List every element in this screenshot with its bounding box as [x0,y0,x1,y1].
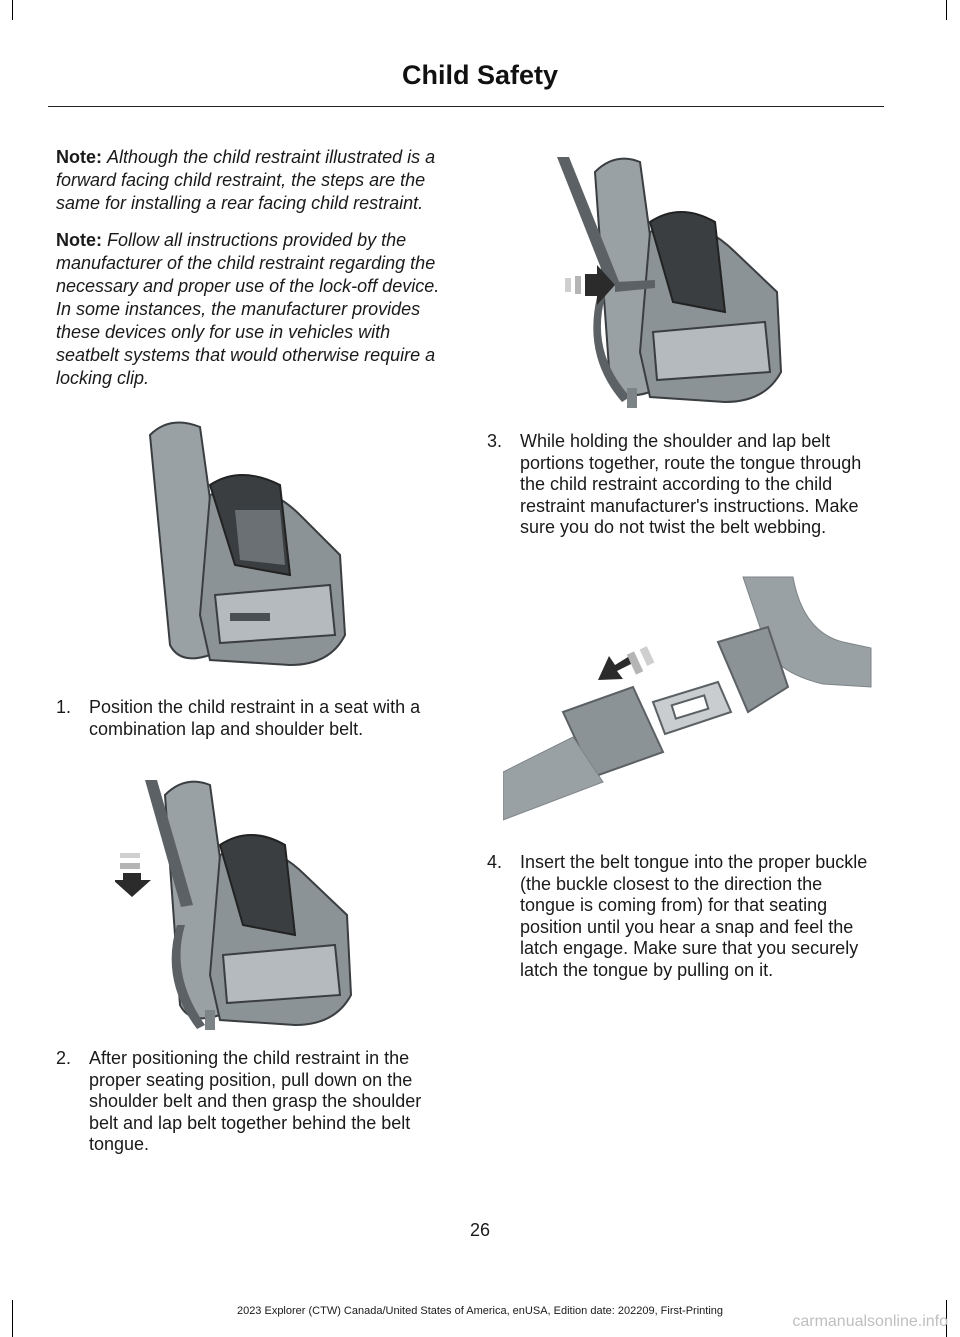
watermark: carmanualsonline.info [792,1313,948,1330]
note-text: Follow all instructions provided by the manufacturer of the child restraint regarding the necessary and proper use of the lock-off device. In some instances, the manufacturer provides these devices only for use in vehicles with seatbelt systems that would otherwise require a locking clip. [56,230,440,388]
step-text: While holding the shoulder and lap belt portions together, route the tongue through the child restraint according to the child restraint manufacturer's instructions. Make sure you do not twist the belt webbing. [520,431,862,537]
note-2 [56,229,448,390]
figure-seat-child-restraint [140,415,350,673]
crop-mark-top-left [12,0,13,20]
note-label: Note: [56,230,102,250]
edition-line: 2023 Explorer (CTW) Canada/United States of America, enUSA, Edition date: 202209, First-Printing [236,1305,724,1317]
step-text: Position the child restraint in a seat with a combination lap and shoulder belt. [89,697,421,739]
step-number: 3. [487,431,503,451]
step-2 [56,1048,448,1156]
step-number: 1. [56,697,72,717]
step-text: Insert the belt tongue into the proper buckle (the buckle closest to the direction the tongue is coming from) for that seating position until you hear a snap and feel the latch engage. Make sure that you securely latch the tongue by pulling on it. [520,852,868,980]
step-4 [487,852,882,981]
step-number: 4. [487,852,503,872]
figure-pull-shoulder-belt [115,775,355,1033]
step-number: 2. [56,1048,72,1068]
header-divider [48,106,884,107]
note-text: Although the child restraint illustrated is a forward facing child restraint, the steps are the same for installing a rear facing child restraint. [56,147,436,213]
note-1 [56,146,448,215]
note-label: Note: [56,147,102,167]
page-title: Child Safety [401,60,559,90]
step-text: After positioning the child restraint in the proper seating position, pull down on the shoulder belt and then grasp the shoulder belt and lap belt together behind the belt tongue. [89,1048,422,1154]
crop-mark-top-right [946,0,947,20]
notes-column [56,146,448,404]
figure-route-belt-tongue [555,152,785,410]
step-3 [487,431,882,539]
page-number: 26 [469,1220,491,1240]
step-1 [56,697,448,740]
figure-insert-belt-tongue [503,572,873,822]
